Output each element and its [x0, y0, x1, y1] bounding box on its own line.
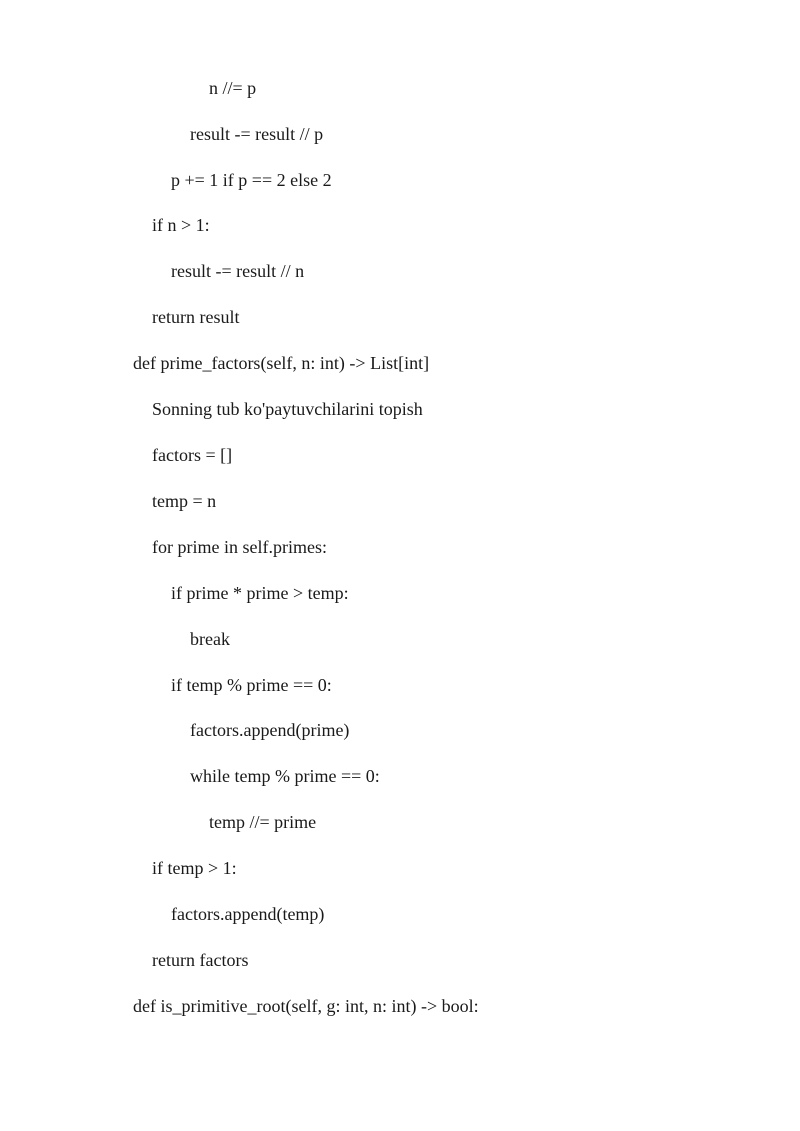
code-line: n //= p [209, 78, 257, 98]
code-line: break [190, 629, 230, 649]
function-definition: def prime_factors(self, n: int) -> List[int] [133, 353, 430, 373]
code-line: return factors [152, 950, 249, 970]
code-line: temp //= prime [209, 812, 317, 832]
code-line: if n > 1: [152, 215, 210, 235]
function-definition: def is_primitive_root(self, g: int, n: int) -> bool: [133, 996, 479, 1016]
code-line: if prime * prime > temp: [171, 583, 349, 603]
code-line: result -= result // p [190, 124, 324, 144]
code-line: return result [152, 307, 240, 327]
code-line: p += 1 if p == 2 else 2 [171, 170, 332, 190]
code-line: factors.append(temp) [171, 904, 325, 924]
code-line: for prime in self.primes: [152, 537, 327, 557]
code-line: while temp % prime == 0: [190, 766, 380, 786]
code-line: factors = [] [152, 445, 233, 465]
code-line: factors.append(prime) [190, 720, 350, 740]
code-line: result -= result // n [171, 261, 305, 281]
docstring-line: Sonning tub ko'paytuvchilarini topish [152, 399, 423, 419]
code-line: temp = n [152, 491, 217, 511]
code-line: if temp > 1: [152, 858, 237, 878]
code-line: if temp % prime == 0: [171, 675, 332, 695]
